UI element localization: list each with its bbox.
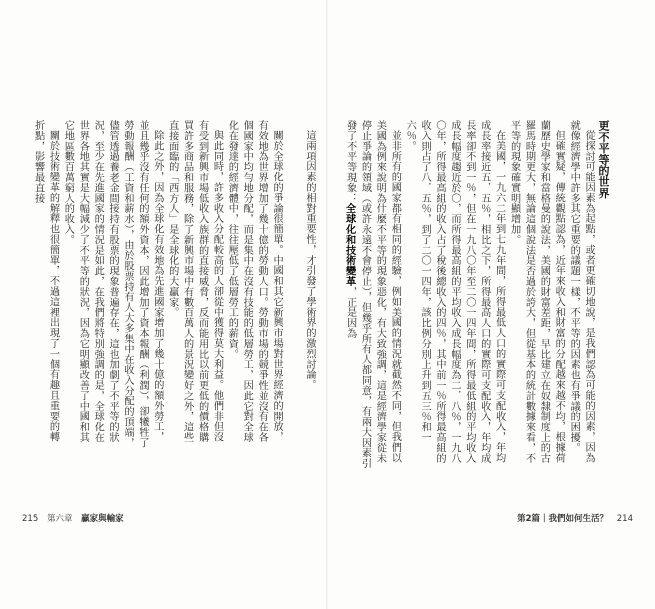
footer-right <box>511 512 633 524</box>
left-paragraph-5: 關於技術變革的解釋也很簡單，不過這裡出現了一個有趣且重要的轉折點，影響最直接 <box>32 120 59 443</box>
left-page-text <box>32 120 316 450</box>
right-paragraph-4-text: 並非所有的國家都有相同的經驗，例如美國的情況就截然不同，但我們以美國為例來說明為什麼不平等的現象惡化，有大致強調，這是經濟學家從未停止爭論的領域（或許永遠不會停止），但幾乎所有人都同意，有兩大因素引發了不平等現象： <box>344 120 401 469</box>
chapter-label: 第六章 <box>46 514 73 524</box>
part-title: 第2篇｜我們如何生活？ <box>517 514 609 524</box>
left-paragraph-4: 除此之外，因為全球化有效地為先進國家增加了幾十億的額外勞工，並且幾乎沒有任何的額外資本，因此增加了資本報酬（利潤），卻犧牲了勞動報酬（工資和薪水），由於股票持有人大多集中在收入分配的頂端，儘管透過養老金間接持有股票的現象普遍存在，這也加劇了不平等的狀況，至少在先進國家的情況是如此，在我們將特別強調的是，全球化在世界各地其實是大幅減少了不平等的狀況，因為它明顯改善了中國和其它地區數百萬窮人的收入。 <box>62 120 163 448</box>
left-paragraph-3: 與此同時，許多收入分配較高的人卻從中獲得莫大利益。他們非但沒有受到新興市場低收入族群的直接威脅，反而能用比以前更低的價格購買許多商品和服務，除了新興市場中有數百萬人的景況變好之外，這些直接面臨的「西方人」是全球化的大贏家。 <box>166 120 223 443</box>
chapter-title: 贏家與輸家 <box>81 514 124 524</box>
left-paragraph-1: 這兩項因素的相對重要性，才引發了學術界的激烈討論。 <box>304 130 315 391</box>
right-page-number: 214 <box>616 514 633 524</box>
right-paragraph-2: 但確實疑，傳統觀點認為，近年來收入和財富的分配越來越不均，根據荷蘭歷史學家和當格曼的說法，美國的財富差距，早比建立在奴隸制度上的古羅馬時期更大，無論這個說法是否過於誇大，但從基本的統計數據來看，不平等的現象確實明顯增加。 <box>508 120 565 464</box>
left-paragraph-2: 關於全球化的爭論很簡單。中國和其它新興市場對世界經濟的開放，有效地為世界增加了幾十億的勞動人口。勞動市場的競爭性並沒有在各個國家中均勻地分配，而是集中在沒有技能的低層勞工，因此它對全球化在發達的經濟體中，往往壓低了低層勞工的薪資。 <box>226 120 283 443</box>
footer-left <box>22 512 130 524</box>
right-paragraph-3: 在美國，一九六二年到七九年間，所得最低人口的實際可支配收入，年均成長率接近五．五％，相比之下，所得最高人口的實際可支配收入，年均成長率卻不到一％，但在一九八〇年至二〇一四年間，所得最低組的平均收入成長幅度趨近於〇，而所得最高組的平均收入成長幅度為二．八％，一九八〇年，所得最高組的收入占了稅後總收入的四％，其中前一％所得最高組的收入則占了八．五％，到了二〇一四年，該比例分別上升到五三％和一六％。 <box>404 120 505 464</box>
section-gap <box>283 120 301 450</box>
emphasis-text: 全球化和技術變革 <box>343 203 356 287</box>
right-paragraph-4 <box>342 120 402 472</box>
page-gutter <box>326 0 328 609</box>
section-heading: 更不平等的世界 <box>597 120 610 199</box>
left-page-number: 215 <box>22 514 39 524</box>
right-paragraph-4-tail: ，正是因為 <box>344 286 356 339</box>
right-paragraph-1: 從探討可能因素為起點，或者更確切地說，是我們認為可能的因素，因為就像經濟學中許多其它重要的議題一樣，不平等的因素也有爭議的困擾。 <box>568 120 595 463</box>
right-page-text <box>343 120 610 472</box>
